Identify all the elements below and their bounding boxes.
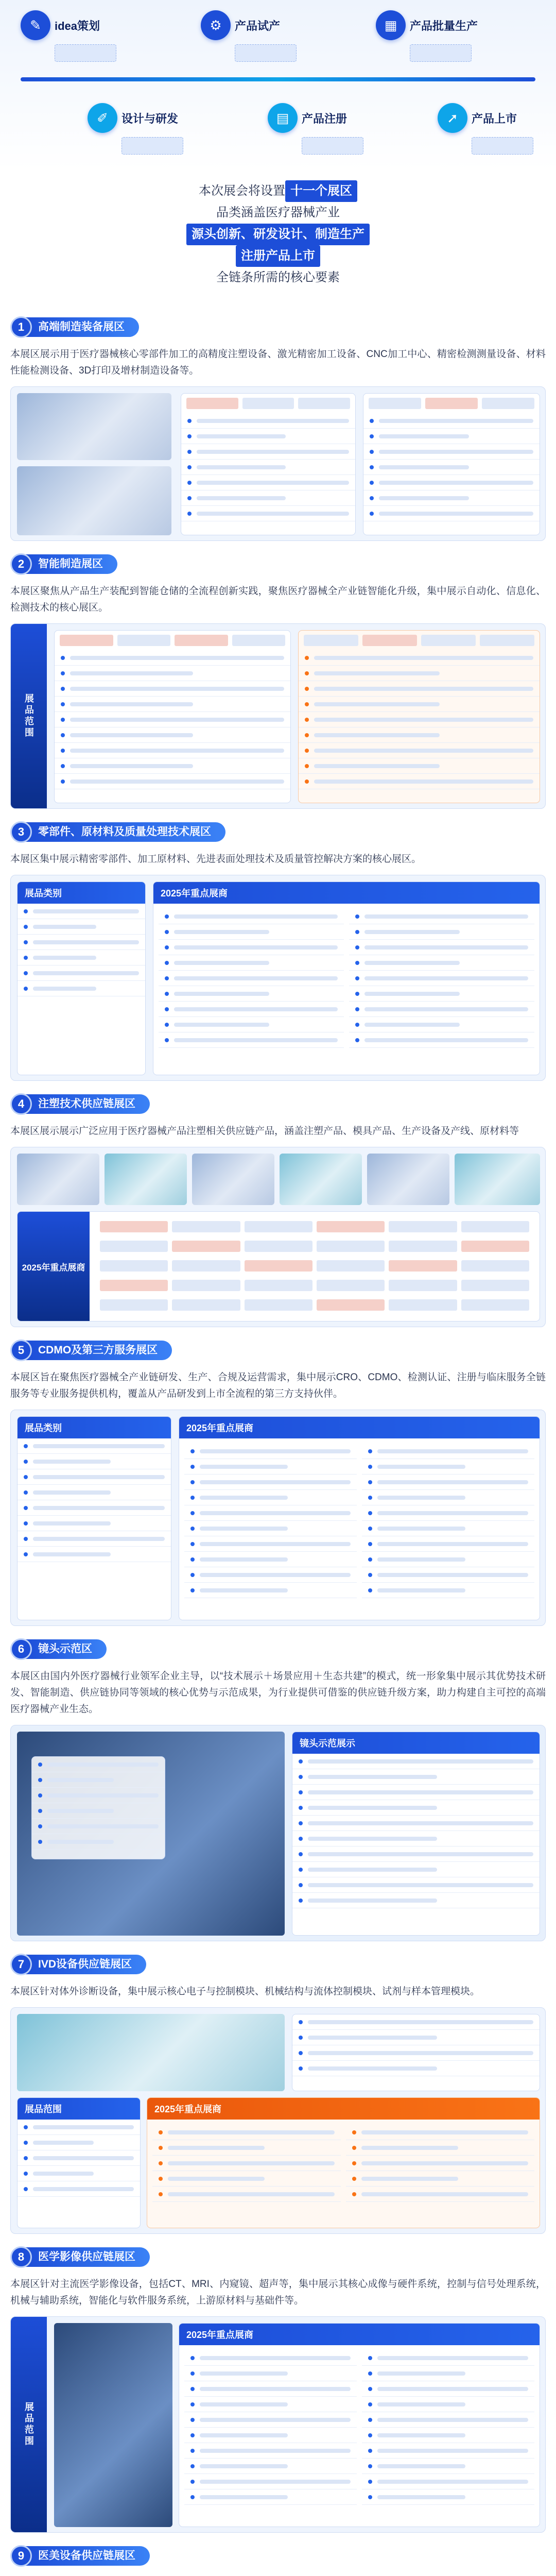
panel-title: 2025年重点展商: [147, 2098, 540, 2120]
section-number: 6: [10, 1638, 32, 1660]
demo-exhibitor-panel: [292, 1732, 540, 1936]
product-photo: [367, 1154, 449, 1205]
section-visual: [10, 386, 546, 541]
section-header: [10, 1092, 546, 1116]
section-number: 5: [10, 1340, 32, 1361]
section-description: 本展区聚焦从产品生产装配到智能仓储的全流程创新实践，聚焦医疗器械全产业链智能化升级，集中展示自动化、信息化、检测技术的核心展区。: [10, 586, 546, 613]
section-header: [10, 2544, 546, 2568]
stage-note: [472, 137, 533, 155]
intro-highlight: 源头创新、研发设计、制造生产: [186, 224, 370, 245]
product-photo: [280, 1154, 362, 1205]
section-title: 零部件、原材料及质量处理技术展区: [26, 822, 225, 842]
side-label: 展品范围: [11, 2317, 47, 2532]
product-photo: [17, 1154, 99, 1205]
factory-icon: ▦: [376, 10, 406, 40]
panel-title: 2025年重点展商: [179, 2324, 540, 2345]
category-panel: [17, 2097, 141, 2228]
section-number: 1: [10, 316, 32, 338]
section-description: 本展区旨在聚焦医疗器械全产业链研发、生产、合规及运营需求，集中展示CRO、CDMO、检测认证、注册与临床服务全链服务等专业服务提供机构，覆盖从产品研发到上市全流程的第三方支持伙伴。: [10, 1372, 546, 1399]
section-visual: [10, 623, 546, 809]
section-title: IVD设备供应链展区: [26, 1955, 146, 1974]
stage-launch: [438, 103, 533, 155]
stage-label: 产品试产: [235, 19, 281, 32]
section-description: 本展区针对体外诊断设备，集中展示核心电子与控制模块、机械结构与流体控制模块、试剂与样本管理模块。: [10, 1986, 480, 1997]
intro-highlight: 注册产品上市: [236, 245, 320, 267]
stage-design: [88, 103, 183, 155]
section-injection-supply-chain: [0, 1092, 556, 1327]
stage-label: 设计与研发: [121, 112, 179, 125]
section-description: 本展区集中展示精密零部件、加工原材料、先进表面处理技术及质量管控解决方案的核心展区。: [10, 854, 422, 865]
exhibitor-panel: [298, 630, 540, 803]
section-description: 本展区由国内外医疗器械行业领军企业主导，以“技术展示＋场景应用＋生态共建”的模式，统一形象集中展示其优势技术研发、智能制造、供应链协同等领域的核心优势与示范成果，为行业提供可借鉴的供应链升级方案，助力构建自主可控的高端医疗器械产业生态。: [10, 1671, 546, 1715]
section-title: 高端制造装备展区: [26, 317, 139, 337]
side-label: 2025年重点展商: [18, 1212, 90, 1321]
category-panel: [17, 882, 146, 1075]
section-number: 9: [10, 2545, 32, 2567]
side-label: 展品范围: [11, 624, 47, 808]
section-visual: [10, 1147, 546, 1327]
section-smart-manufacturing: [0, 552, 556, 809]
exhibitor-panel: [179, 1416, 540, 1620]
section-components-materials: [0, 820, 556, 1081]
section-title: 智能制造展区: [26, 554, 117, 574]
section-high-end-equipment: [0, 315, 556, 541]
panel-title: 2025年重点展商: [153, 882, 540, 904]
exhibitor-panel: [181, 393, 356, 535]
section-imaging-supply-chain: [0, 2245, 556, 2533]
section-header: [10, 1637, 546, 1661]
section-title: 镜头示范区: [26, 1639, 107, 1659]
section-number: 7: [10, 1954, 32, 1975]
panel-title: 展品类别: [18, 882, 145, 904]
section-number: 4: [10, 1093, 32, 1115]
intro-line-5: 全链条所需的核心要素: [216, 270, 340, 284]
section-title: 医学影像供应链展区: [26, 2247, 150, 2267]
section-description: 本展区展示用于医疗器械核心零部件加工的高精度注塑设备、激光精密加工设备、CNC加工中心、精密检测测量设备、材料性能检测设备、3D打印及增材制造设备等。: [10, 349, 546, 376]
stage-note: [235, 44, 297, 62]
section-header: [10, 552, 546, 576]
intro-line-3: [0, 224, 556, 245]
product-photo: [192, 1154, 274, 1205]
intro-highlight: 十一个展区: [285, 180, 357, 202]
section-header: [10, 1338, 546, 1362]
stage-note: [410, 44, 472, 62]
section-description: 本展区针对主流医学影像设备，包括CT、MRI、内窥镜、超声等，集中展示其核心成像与硬件系统，控制与信号处理系统，机械与辅助系统，智能化与软件服务系统，上游原材料与基础件等。: [10, 2279, 546, 2306]
section-title: CDMO及第三方服务展区: [26, 1341, 172, 1360]
section-header: [10, 820, 546, 844]
section-number: 2: [10, 553, 32, 575]
highlight-panel: [292, 2014, 540, 2091]
stage-label: 产品批量生产: [410, 19, 478, 32]
lightbulb-icon: ✎: [21, 10, 50, 40]
rocket-icon: ➚: [438, 103, 467, 133]
product-photo: [455, 1154, 540, 1205]
stage-label: 产品注册: [302, 112, 348, 125]
panel-title: 2025年重点展商: [179, 1417, 540, 1438]
exhibitor-panel: [153, 882, 540, 1075]
panel-title: 展品类别: [18, 1417, 171, 1438]
exhibitor-panel: [363, 393, 540, 535]
section-visual: [10, 2007, 546, 2234]
stage-label: idea策划: [55, 19, 100, 32]
exhibitor-panel: [17, 1211, 540, 1321]
stage-mass-production: [376, 10, 478, 62]
section-header: [10, 2245, 546, 2269]
intro-line-2: 品类涵盖医疗器械产业: [216, 206, 340, 219]
gear-icon: ⚙: [201, 10, 231, 40]
exhibitor-panel: [54, 630, 291, 803]
product-photo: [105, 1154, 187, 1205]
section-number: 3: [10, 821, 32, 843]
document-icon: ▤: [268, 103, 298, 133]
stage-note: [55, 44, 116, 62]
panel-title: 展品范围: [18, 2098, 140, 2120]
intro-text: 本次展会将设置: [199, 184, 285, 198]
category-panel: [17, 1416, 171, 1620]
exhibitor-panel: [147, 2097, 540, 2228]
imaging-photo: [54, 2323, 172, 2527]
journey-line: [21, 77, 535, 81]
section-visual: [10, 2316, 546, 2533]
section-visual: [10, 875, 546, 1081]
intro-line-1: [0, 180, 556, 202]
section-description: 本展区展示展示广泛应用于医疗器械产品注塑相关供应链产品，涵盖注塑产品、模具产品、生产设备及产线、原材料等: [10, 1126, 519, 1137]
intro-line-4: [0, 245, 556, 267]
stage-note: [302, 137, 363, 155]
exhibitor-panel: [179, 2323, 540, 2527]
section-visual: [10, 1725, 546, 1941]
intro: [0, 170, 556, 304]
section-header: [10, 1953, 546, 1976]
section-visual: [10, 1410, 546, 1626]
ivd-photo: [17, 2014, 285, 2091]
equipment-photo: [17, 466, 171, 535]
section-number: 8: [10, 2246, 32, 2268]
stage-note: [121, 137, 183, 155]
stage-registration: [268, 103, 363, 155]
section-demo-zone: [0, 1637, 556, 1941]
section-title: 医美设备供应链展区: [26, 2546, 150, 2566]
stage-idea: [21, 10, 116, 62]
stage-label: 产品上市: [472, 112, 517, 125]
stage-trial: [201, 10, 297, 62]
panel-title: 镜头示范展示: [292, 1732, 540, 1754]
demo-list: [31, 1756, 165, 1859]
section-aesthetic-supply-chain: [0, 2544, 556, 2576]
section-title: 注塑技术供应链展区: [26, 1094, 150, 1114]
equipment-photo: [17, 393, 171, 460]
industry-journey: [0, 0, 556, 170]
section-header: [10, 315, 546, 339]
section-cdmo-services: [0, 1338, 556, 1626]
pencil-icon: ✐: [88, 103, 117, 133]
section-ivd-supply-chain: [0, 1953, 556, 2234]
